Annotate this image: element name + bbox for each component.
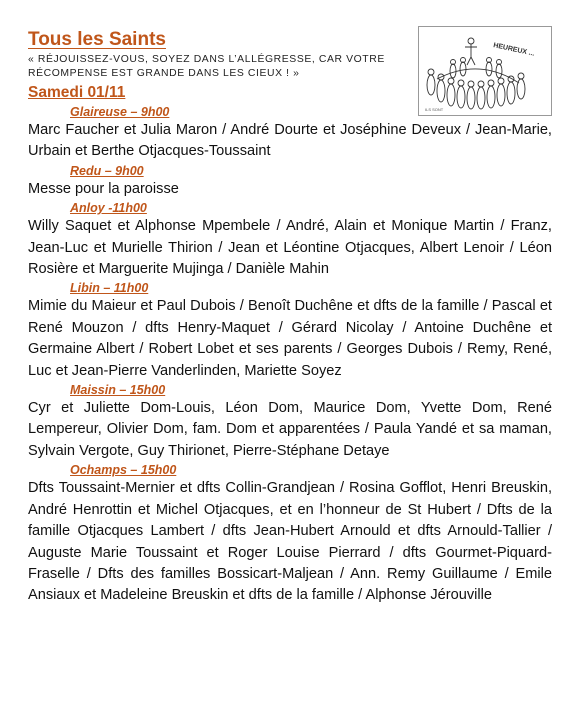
- date-heading: Samedi 01/11: [28, 84, 126, 101]
- header: [28, 30, 413, 102]
- mass-intentions-redu: Messe pour la paroisse: [28, 180, 179, 197]
- mass-location-maissin: Maissin – 15h00: [70, 383, 166, 398]
- mass-location-libin: Libin – 11h00: [70, 281, 149, 296]
- beatitude-quote: « RÉJOUISSEZ-VOUS, SOYEZ DANS L’ALLÉGRESSE, CAR VOTRE RÉCOMPENSE EST GRANDE DANS LES CIEUX ! »: [28, 54, 385, 79]
- page-title: Tous les Saints: [28, 29, 166, 50]
- mass-location-ochamps: Ochamps – 15h00: [70, 463, 177, 478]
- crowd-drawing: [419, 27, 551, 115]
- banner-text: HEUREUX ...: [492, 42, 536, 58]
- mass-intentions-ochamps: Dfts Toussaint-Mernier et dfts Collin-Grandjean / Rosina Gofflot, Henri Breuskin, André Henrottin et Michel Otjacques, et en l’honneur de St Hubert / Dfts de la famille Otjacques Lambert / dfts Jean-Hubert Arnould et dfts Arnould-Tallier / Auguste Marie Toussaint et Roger Louise Pierrard / dfts Gourmet-Piquard-Fraselle / Dfts des familles Bossicart-Maljean / Ann. Remy Guillaume / Emile Ansiaux et Madeleine Breuskin et dfts de la famille / Alphonse Jérouville: [28, 480, 552, 604]
- beatitudes-illustration: [418, 26, 552, 116]
- illustration-caption: ILS SONT: [425, 107, 444, 112]
- mass-location-glaireuse: Glaireuse – 9h00: [70, 105, 170, 119]
- mass-intentions-libin: Mimie du Maieur et Paul Dubois / Benoît Duchêne et dfts de la famille / Pascal et René Mouzon / dfts Henry-Maquet / Gérard Nicolay / Antoine Duchêne et Germaine Albert / Robert Lobet et ses parents / Georges Dubois / Remy, René, Luc et Jean-Pierre Vanderlinden, Mariette Soyez: [28, 298, 552, 379]
- intentions-list: [28, 104, 552, 607]
- mass-intentions-anloy: Willy Saquet et Alphonse Mpembele / André, Alain et Monique Martin / Franz, Jean-Luc et Murielle Thirion / Jean et Léontine Otjacques, Albert Lenoir / Léon Rosière et Marguerite Mujinga / Danièle Mahin: [28, 218, 552, 278]
- mass-intentions-glaireuse: Marc Faucher et Julia Maron / André Dourte et Joséphine Deveux / Jean-Marie, Urbain et Berthe Otjacques-Toussaint: [28, 122, 552, 160]
- mass-intentions-maissin: Cyr et Juliette Dom-Louis, Léon Dom, Maurice Dom, Yvette Dom, René Lempereur, Olivier Dom, fam. Dom et apparentées / Paula Yandé et sa maman, Sylvain Vergote, Guy Thirionet, Pierre-Stéphane Detaye: [28, 400, 552, 459]
- mass-location-redu: Redu – 9h00: [70, 163, 144, 178]
- mass-location-anloy: Anloy -11h00: [70, 201, 147, 216]
